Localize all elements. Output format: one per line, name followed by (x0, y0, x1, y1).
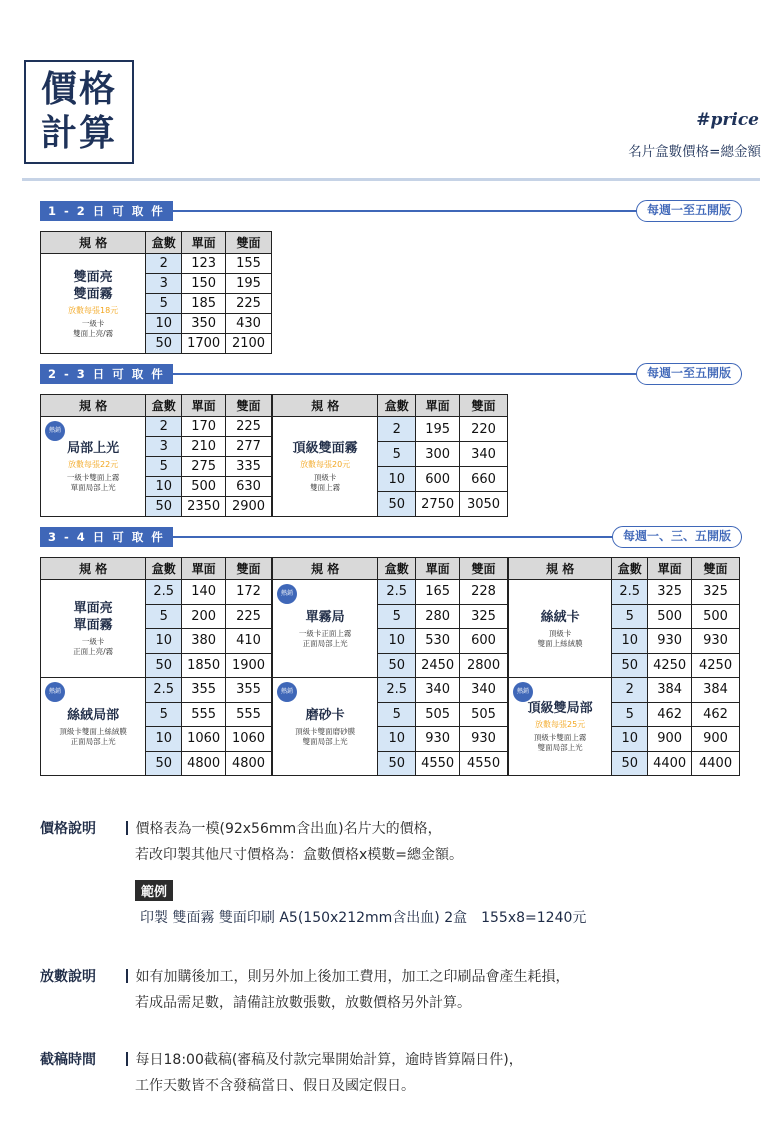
box-count-cell: 10 (612, 629, 648, 654)
hot-badge-icon: 熱銷 (45, 682, 65, 702)
single-side-price-cell: 900 (648, 727, 692, 752)
section-schedule-pill: 每週一至五開版 (636, 200, 742, 222)
note-text: 工作天數皆不含發稿當日、假日及國定假日。 (135, 1078, 415, 1094)
double-side-price-cell: 225 (226, 604, 272, 629)
single-side-price-cell: 2750 (416, 492, 460, 517)
double-side-price-cell: 4400 (692, 751, 740, 776)
box-count-cell: 50 (378, 653, 416, 678)
single-side-price-cell: 4800 (182, 751, 226, 776)
box-count-cell: 10 (146, 477, 182, 497)
divider (22, 178, 760, 181)
product-name: 單面亮 單面霧 (73, 601, 113, 633)
single-side-price-cell: 355 (182, 678, 226, 703)
title-line-1: 價格 (40, 69, 117, 110)
col-single: 單面 (182, 395, 226, 417)
single-side-price-cell: 325 (648, 580, 692, 605)
double-side-price-cell: 355 (226, 678, 272, 703)
single-side-price-cell: 2450 (416, 653, 460, 678)
box-count-cell: 5 (146, 294, 182, 314)
table-row (273, 417, 508, 442)
double-side-price-cell: 600 (460, 629, 508, 654)
single-side-price-cell: 350 (182, 314, 226, 334)
box-count-cell: 50 (378, 751, 416, 776)
table-row (41, 254, 272, 274)
table-row (41, 678, 272, 703)
col-double: 雙面 (226, 395, 272, 417)
product-spec-cell (41, 417, 146, 517)
col-double: 雙面 (226, 232, 272, 254)
box-count-cell: 50 (612, 751, 648, 776)
box-count-cell: 5 (146, 457, 182, 477)
col-spec: 規 格 (273, 395, 378, 417)
box-count-cell: 10 (612, 727, 648, 752)
double-side-price-cell: 900 (692, 727, 740, 752)
box-count-cell: 10 (146, 727, 182, 752)
example-tag: 範例 (135, 880, 173, 901)
product-description: 頂級卡雙面上絲絨膜 正面局部上光 (59, 726, 127, 746)
box-count-cell: 3 (146, 274, 182, 294)
double-side-price-cell: 4800 (226, 751, 272, 776)
col-boxes: 盒數 (146, 558, 182, 580)
single-side-price-cell: 4250 (648, 653, 692, 678)
box-count-cell: 50 (612, 653, 648, 678)
col-spec: 規 格 (41, 395, 146, 417)
single-side-price-cell: 600 (416, 467, 460, 492)
double-side-price-cell: 335 (226, 457, 272, 477)
price-table-s1 (40, 231, 272, 354)
col-boxes: 盒數 (378, 558, 416, 580)
box-count-cell: 50 (378, 492, 416, 517)
rows (273, 417, 508, 517)
page-title-box (24, 60, 134, 164)
box-count-cell: 5 (146, 702, 182, 727)
double-side-price-cell: 930 (460, 727, 508, 752)
single-side-price-cell: 4400 (648, 751, 692, 776)
deadline-note (40, 1047, 740, 1099)
double-side-price-cell: 325 (692, 580, 740, 605)
box-count-cell: 2.5 (378, 580, 416, 605)
box-count-cell: 2.5 (146, 678, 182, 703)
single-side-price-cell: 300 (416, 442, 460, 467)
single-side-price-cell: 1700 (182, 334, 226, 354)
note-text: 價格表為一模(92x56mm含出血)名片大的價格， (135, 821, 442, 837)
product-spec-cell (41, 678, 146, 776)
product-description: 頂級卡 雙面上絲絨膜 (537, 628, 583, 648)
extra-note (40, 964, 740, 1016)
col-single: 單面 (416, 395, 460, 417)
box-count-cell: 5 (612, 702, 648, 727)
product-spec-cell (509, 678, 612, 776)
note-text: 若成品需足數，請備註放數張數，放數價格另外計算。 (135, 995, 471, 1011)
double-side-price-cell: 2900 (226, 497, 272, 517)
col-boxes: 盒數 (146, 232, 182, 254)
rows (273, 580, 508, 678)
product-spec-cell (273, 580, 378, 678)
product-description: 一級卡正面上霧 正面局部上光 (298, 628, 352, 648)
single-side-price-cell: 275 (182, 457, 226, 477)
table-row (509, 678, 740, 703)
box-count-cell: 5 (378, 702, 416, 727)
product-name: 雙面亮 雙面霧 (73, 269, 113, 302)
rows (41, 580, 272, 678)
col-double: 雙面 (226, 558, 272, 580)
double-side-price-cell: 410 (226, 629, 272, 654)
product-name: 單霧局 (305, 609, 345, 625)
single-side-price-cell: 462 (648, 702, 692, 727)
note-text: 如有加購後加工，則另外加上後加工費用，加工之印刷品會產生耗損， (135, 969, 570, 985)
box-count-cell: 2.5 (612, 580, 648, 605)
double-side-price-cell: 555 (226, 702, 272, 727)
double-side-price-cell: 2100 (226, 334, 272, 354)
box-count-cell: 5 (378, 442, 416, 467)
box-count-cell: 50 (146, 334, 182, 354)
col-spec: 規 格 (41, 232, 146, 254)
product-name: 絲絨卡 (540, 609, 580, 625)
col-spec: 規 格 (273, 558, 378, 580)
double-side-price-cell: 225 (226, 417, 272, 437)
product-spec-cell (273, 678, 378, 776)
single-side-price-cell: 930 (648, 629, 692, 654)
double-side-price-cell: 195 (226, 274, 272, 294)
hot-badge-icon: 熱銷 (277, 584, 297, 604)
double-side-price-cell: 155 (226, 254, 272, 274)
col-double: 雙面 (460, 558, 508, 580)
product-name: 頂級雙面霧 (292, 441, 358, 456)
double-side-price-cell: 277 (226, 437, 272, 457)
double-side-price-cell: 4550 (460, 751, 508, 776)
section-schedule-pill: 每週一至五開版 (636, 363, 742, 385)
double-side-price-cell: 930 (692, 629, 740, 654)
section-3-header (40, 527, 742, 547)
rows (41, 417, 272, 517)
double-side-price-cell: 228 (460, 580, 508, 605)
single-side-price-cell: 123 (182, 254, 226, 274)
extra-price-note: 放數每張22元 (68, 460, 119, 469)
product-name: 絲絨局部 (67, 707, 120, 723)
box-count-cell: 10 (378, 467, 416, 492)
product-name: 頂級雙局部 (527, 701, 593, 716)
double-side-price-cell: 1060 (226, 727, 272, 752)
section-label: 3 - 4 日 可 取 件 (40, 527, 173, 547)
double-side-price-cell: 500 (692, 604, 740, 629)
title-line-2: 計算 (40, 113, 117, 154)
hot-badge-icon: 熱銷 (277, 682, 297, 702)
note-text: 每日18:00截稿(審稿及付款完畢開始計算，逾時皆算隔日件)， (135, 1052, 523, 1068)
box-count-cell: 5 (146, 604, 182, 629)
section-schedule-pill: 每週一、三、五開版 (612, 526, 742, 548)
single-side-price-cell: 530 (416, 629, 460, 654)
single-side-price-cell: 384 (648, 678, 692, 703)
single-side-price-cell: 930 (416, 727, 460, 752)
single-side-price-cell: 170 (182, 417, 226, 437)
product-description: 一級卡雙面上霧 單面局部上光 (66, 473, 120, 492)
single-side-price-cell: 505 (416, 702, 460, 727)
product-spec-cell (41, 254, 146, 354)
col-double: 雙面 (460, 395, 508, 417)
rows (41, 678, 272, 776)
double-side-price-cell: 462 (692, 702, 740, 727)
example-text: 印製 雙面霧 雙面印刷 A5(150x212mm含出血) 2盒 155x8=1240元 (140, 910, 587, 926)
double-side-price-cell: 630 (226, 477, 272, 497)
double-side-price-cell: 220 (460, 417, 508, 442)
note-heading: 價格說明 (40, 821, 96, 837)
box-count-cell: 2.5 (378, 678, 416, 703)
double-side-price-cell: 384 (692, 678, 740, 703)
single-side-price-cell: 140 (182, 580, 226, 605)
section-label: 2 - 3 日 可 取 件 (40, 364, 173, 384)
double-side-price-cell: 660 (460, 467, 508, 492)
single-side-price-cell: 1850 (182, 653, 226, 678)
double-side-price-cell: 505 (460, 702, 508, 727)
single-side-price-cell: 555 (182, 702, 226, 727)
price-table-s3-right (508, 557, 740, 776)
section-label: 1 - 2 日 可 取 件 (40, 201, 173, 221)
col-boxes: 盒數 (378, 395, 416, 417)
rows (273, 678, 508, 776)
single-side-price-cell: 500 (648, 604, 692, 629)
double-side-price-cell: 4250 (692, 653, 740, 678)
note-heading: 放數說明 (40, 969, 96, 985)
table-row (41, 580, 272, 605)
single-side-price-cell: 150 (182, 274, 226, 294)
double-side-price-cell: 2800 (460, 653, 508, 678)
box-count-cell: 2.5 (146, 580, 182, 605)
single-side-price-cell: 380 (182, 629, 226, 654)
rows (41, 254, 272, 354)
subtitle: 名片盒數價格=總金額 (628, 144, 761, 160)
price-table-s3-left (40, 557, 272, 776)
box-count-cell: 10 (378, 727, 416, 752)
table-row (273, 678, 508, 703)
box-count-cell: 50 (146, 653, 182, 678)
box-count-cell: 2 (146, 254, 182, 274)
double-side-price-cell: 340 (460, 442, 508, 467)
table-row (273, 580, 508, 605)
single-side-price-cell: 2350 (182, 497, 226, 517)
separator (126, 969, 128, 983)
table-row (41, 417, 272, 437)
single-side-price-cell: 1060 (182, 727, 226, 752)
double-side-price-cell: 430 (226, 314, 272, 334)
product-description: 一級卡 雙面上亮/霧 (73, 318, 114, 338)
separator (126, 1052, 128, 1066)
price-note (40, 816, 740, 927)
product-spec-cell (273, 417, 378, 517)
single-side-price-cell: 195 (416, 417, 460, 442)
box-count-cell: 50 (146, 751, 182, 776)
product-name: 磨砂卡 (305, 707, 345, 723)
rows (509, 678, 740, 776)
col-single: 單面 (182, 232, 226, 254)
price-table-s3-middle (272, 557, 508, 776)
single-side-price-cell: 500 (182, 477, 226, 497)
product-spec-cell (509, 580, 612, 678)
section-1-header (40, 201, 742, 221)
price-table-s2b (272, 394, 508, 517)
product-spec-cell (41, 580, 146, 678)
rows (509, 580, 740, 678)
box-count-cell: 10 (378, 629, 416, 654)
box-count-cell: 10 (146, 314, 182, 334)
extra-price-note: 放數每張18元 (68, 305, 119, 315)
col-boxes: 盒數 (146, 395, 182, 417)
col-double: 雙面 (692, 558, 740, 580)
box-count-cell: 5 (612, 604, 648, 629)
extra-price-note: 放數每張25元 (535, 720, 586, 729)
note-heading: 截稿時間 (40, 1052, 96, 1068)
double-side-price-cell: 172 (226, 580, 272, 605)
col-spec: 規 格 (41, 558, 146, 580)
price-tag: #price (696, 110, 759, 130)
price-table-s2a (40, 394, 272, 517)
product-description: 一級卡 正面上亮/霧 (73, 637, 114, 656)
box-count-cell: 50 (146, 497, 182, 517)
single-side-price-cell: 200 (182, 604, 226, 629)
col-single: 單面 (182, 558, 226, 580)
col-single: 單面 (648, 558, 692, 580)
extra-price-note: 放數每張20元 (300, 460, 351, 469)
box-count-cell: 2 (612, 678, 648, 703)
single-side-price-cell: 185 (182, 294, 226, 314)
double-side-price-cell: 325 (460, 604, 508, 629)
double-side-price-cell: 340 (460, 678, 508, 703)
single-side-price-cell: 280 (416, 604, 460, 629)
col-single: 單面 (416, 558, 460, 580)
double-side-price-cell: 225 (226, 294, 272, 314)
separator (126, 821, 128, 835)
single-side-price-cell: 210 (182, 437, 226, 457)
box-count-cell: 3 (146, 437, 182, 457)
box-count-cell: 2 (378, 417, 416, 442)
note-text: 若改印製其他尺寸價格為：盒數價格x模數=總金額。 (135, 847, 464, 863)
product-description: 頂級卡雙面上霧 雙面局部上光 (533, 733, 587, 752)
col-spec: 規 格 (509, 558, 612, 580)
double-side-price-cell: 1900 (226, 653, 272, 678)
col-boxes: 盒數 (612, 558, 648, 580)
section-2-header (40, 364, 742, 384)
box-count-cell: 5 (378, 604, 416, 629)
product-name: 局部上光 (67, 441, 120, 456)
product-description: 頂級卡 雙面上霧 (310, 473, 341, 492)
single-side-price-cell: 340 (416, 678, 460, 703)
hot-badge-icon: 熱銷 (45, 421, 65, 441)
single-side-price-cell: 4550 (416, 751, 460, 776)
double-side-price-cell: 3050 (460, 492, 508, 517)
box-count-cell: 2 (146, 417, 182, 437)
hot-badge-icon: 熱銷 (513, 682, 533, 702)
table-row (509, 580, 740, 605)
single-side-price-cell: 165 (416, 580, 460, 605)
box-count-cell: 10 (146, 629, 182, 654)
product-description: 頂級卡雙面磨砂膜 雙面局部上光 (295, 726, 356, 746)
